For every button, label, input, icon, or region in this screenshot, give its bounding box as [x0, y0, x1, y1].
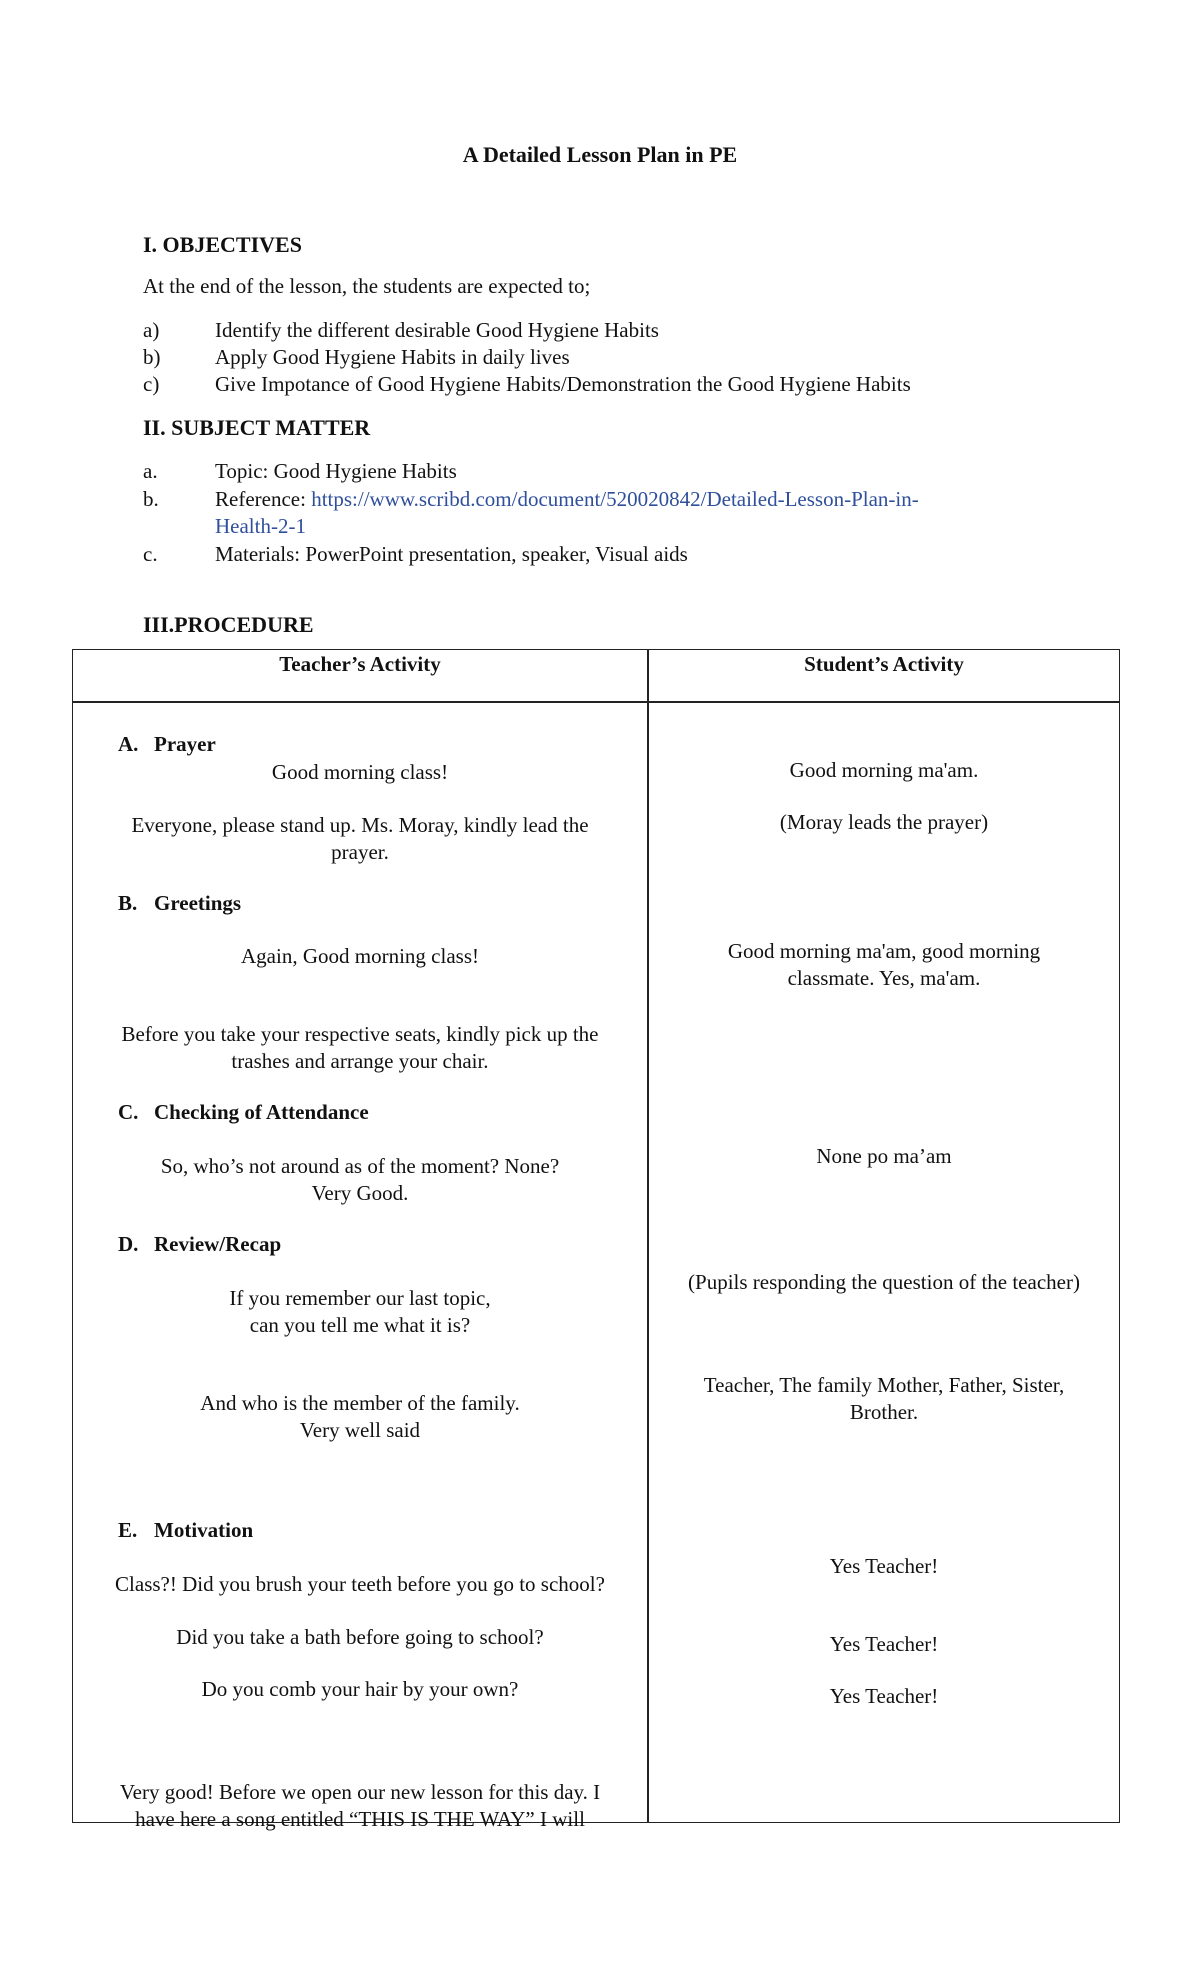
section-marker: A. [118, 732, 139, 756]
teacher-line: Everyone, please stand up. Ms. Moray, kindly lead the [131, 813, 589, 837]
topic-item [143, 459, 457, 484]
teacher-line: And who is the member of the family. [200, 1391, 520, 1415]
header-divider [72, 701, 1120, 703]
list-marker: a) [143, 318, 160, 342]
section-greetings [118, 891, 241, 916]
section-label: Prayer [154, 732, 216, 756]
section-prayer [118, 732, 216, 757]
reference-link[interactable]: https://www.scribd.com/document/520020842/Detailed-Lesson-Plan-in- [305, 487, 919, 511]
teacher-line: If you remember our last topic, [229, 1286, 491, 1310]
topic-text: Topic: Good Hygiene Habits [215, 459, 457, 483]
procedure-heading: III.PROCEDURE [143, 612, 314, 637]
reference-item [143, 487, 919, 512]
materials-text: Materials: PowerPoint presentation, speaker, Visual aids [215, 542, 688, 566]
student-line: Brother. [849, 1400, 919, 1424]
objective-item [143, 345, 570, 370]
teacher-line: Class?! Did you brush your teeth before you go to school? [115, 1572, 605, 1596]
objectives-intro: At the end of the lesson, the students are expected to; [143, 274, 591, 298]
section-review [118, 1232, 281, 1257]
objective-text: Apply Good Hygiene Habits in daily lives [215, 345, 570, 369]
objective-text: Give Impotance of Good Hygiene Habits/Demonstration the Good Hygiene Habits [215, 372, 911, 396]
teacher-line: Again, Good morning class! [241, 944, 479, 968]
student-line: Yes Teacher! [829, 1554, 939, 1578]
reference-link-continued[interactable]: Health-2-1 [215, 514, 306, 538]
teacher-line: can you tell me what it is? [249, 1313, 471, 1337]
student-line: classmate. Yes, ma'am. [787, 966, 981, 990]
list-marker: a. [143, 459, 158, 483]
section-label: Checking of Attendance [154, 1100, 369, 1124]
teacher-column-header: Teacher’s Activity [279, 652, 441, 676]
objective-text: Identify the different desirable Good Hygiene Habits [215, 318, 659, 342]
reference-label: Reference: [215, 487, 306, 511]
teacher-line: trashes and arrange your chair. [231, 1049, 489, 1073]
student-line: Good morning ma'am. [789, 758, 979, 782]
list-marker: b. [143, 487, 159, 511]
objective-item [143, 372, 911, 397]
list-marker: c) [143, 372, 160, 396]
list-marker: c. [143, 542, 158, 566]
teacher-line: Before you take your respective seats, kindly pick up the [121, 1022, 599, 1046]
teacher-line: Very well said [299, 1418, 421, 1442]
teacher-line: Good morning class! [271, 760, 449, 784]
section-marker: D. [118, 1232, 139, 1256]
teacher-line: Did you take a bath before going to school? [176, 1625, 544, 1649]
materials-item [143, 542, 688, 567]
section-motivation [118, 1518, 253, 1543]
student-line: (Moray leads the prayer) [779, 810, 989, 834]
page-title: A Detailed Lesson Plan in PE [462, 142, 738, 167]
student-line: Teacher, The family Mother, Father, Sister, [703, 1373, 1065, 1397]
section-marker: E. [118, 1518, 138, 1542]
student-line: Yes Teacher! [829, 1684, 939, 1708]
teacher-line: So, who’s not around as of the moment? None? [160, 1154, 560, 1178]
teacher-line: prayer. [331, 840, 389, 864]
section-label: Review/Recap [154, 1232, 282, 1256]
teacher-line: Very Good. [311, 1181, 409, 1205]
student-line: Yes Teacher! [829, 1632, 939, 1656]
student-line: Good morning ma'am, good morning [727, 939, 1041, 963]
teacher-line: have here a song entitled “THIS IS THE WAY” I will [135, 1807, 585, 1831]
student-line: (Pupils responding the question of the teacher) [688, 1270, 1080, 1294]
section-label: Greetings [154, 891, 242, 915]
teacher-line: Very good! Before we open our new lesson for this day. I [119, 1780, 601, 1804]
teacher-line: Do you comb your hair by your own? [201, 1677, 519, 1701]
student-line: None po ma’am [816, 1144, 952, 1168]
objectives-heading: I. OBJECTIVES [143, 232, 302, 257]
section-attendance [118, 1100, 369, 1125]
objective-item [143, 318, 659, 343]
section-marker: B. [118, 891, 138, 915]
list-marker: b) [143, 345, 161, 369]
section-label: Motivation [154, 1518, 254, 1542]
section-marker: C. [118, 1100, 139, 1124]
column-divider [647, 649, 649, 1823]
student-column-header: Student’s Activity [804, 652, 964, 676]
subject-matter-heading: II. SUBJECT MATTER [143, 415, 371, 440]
